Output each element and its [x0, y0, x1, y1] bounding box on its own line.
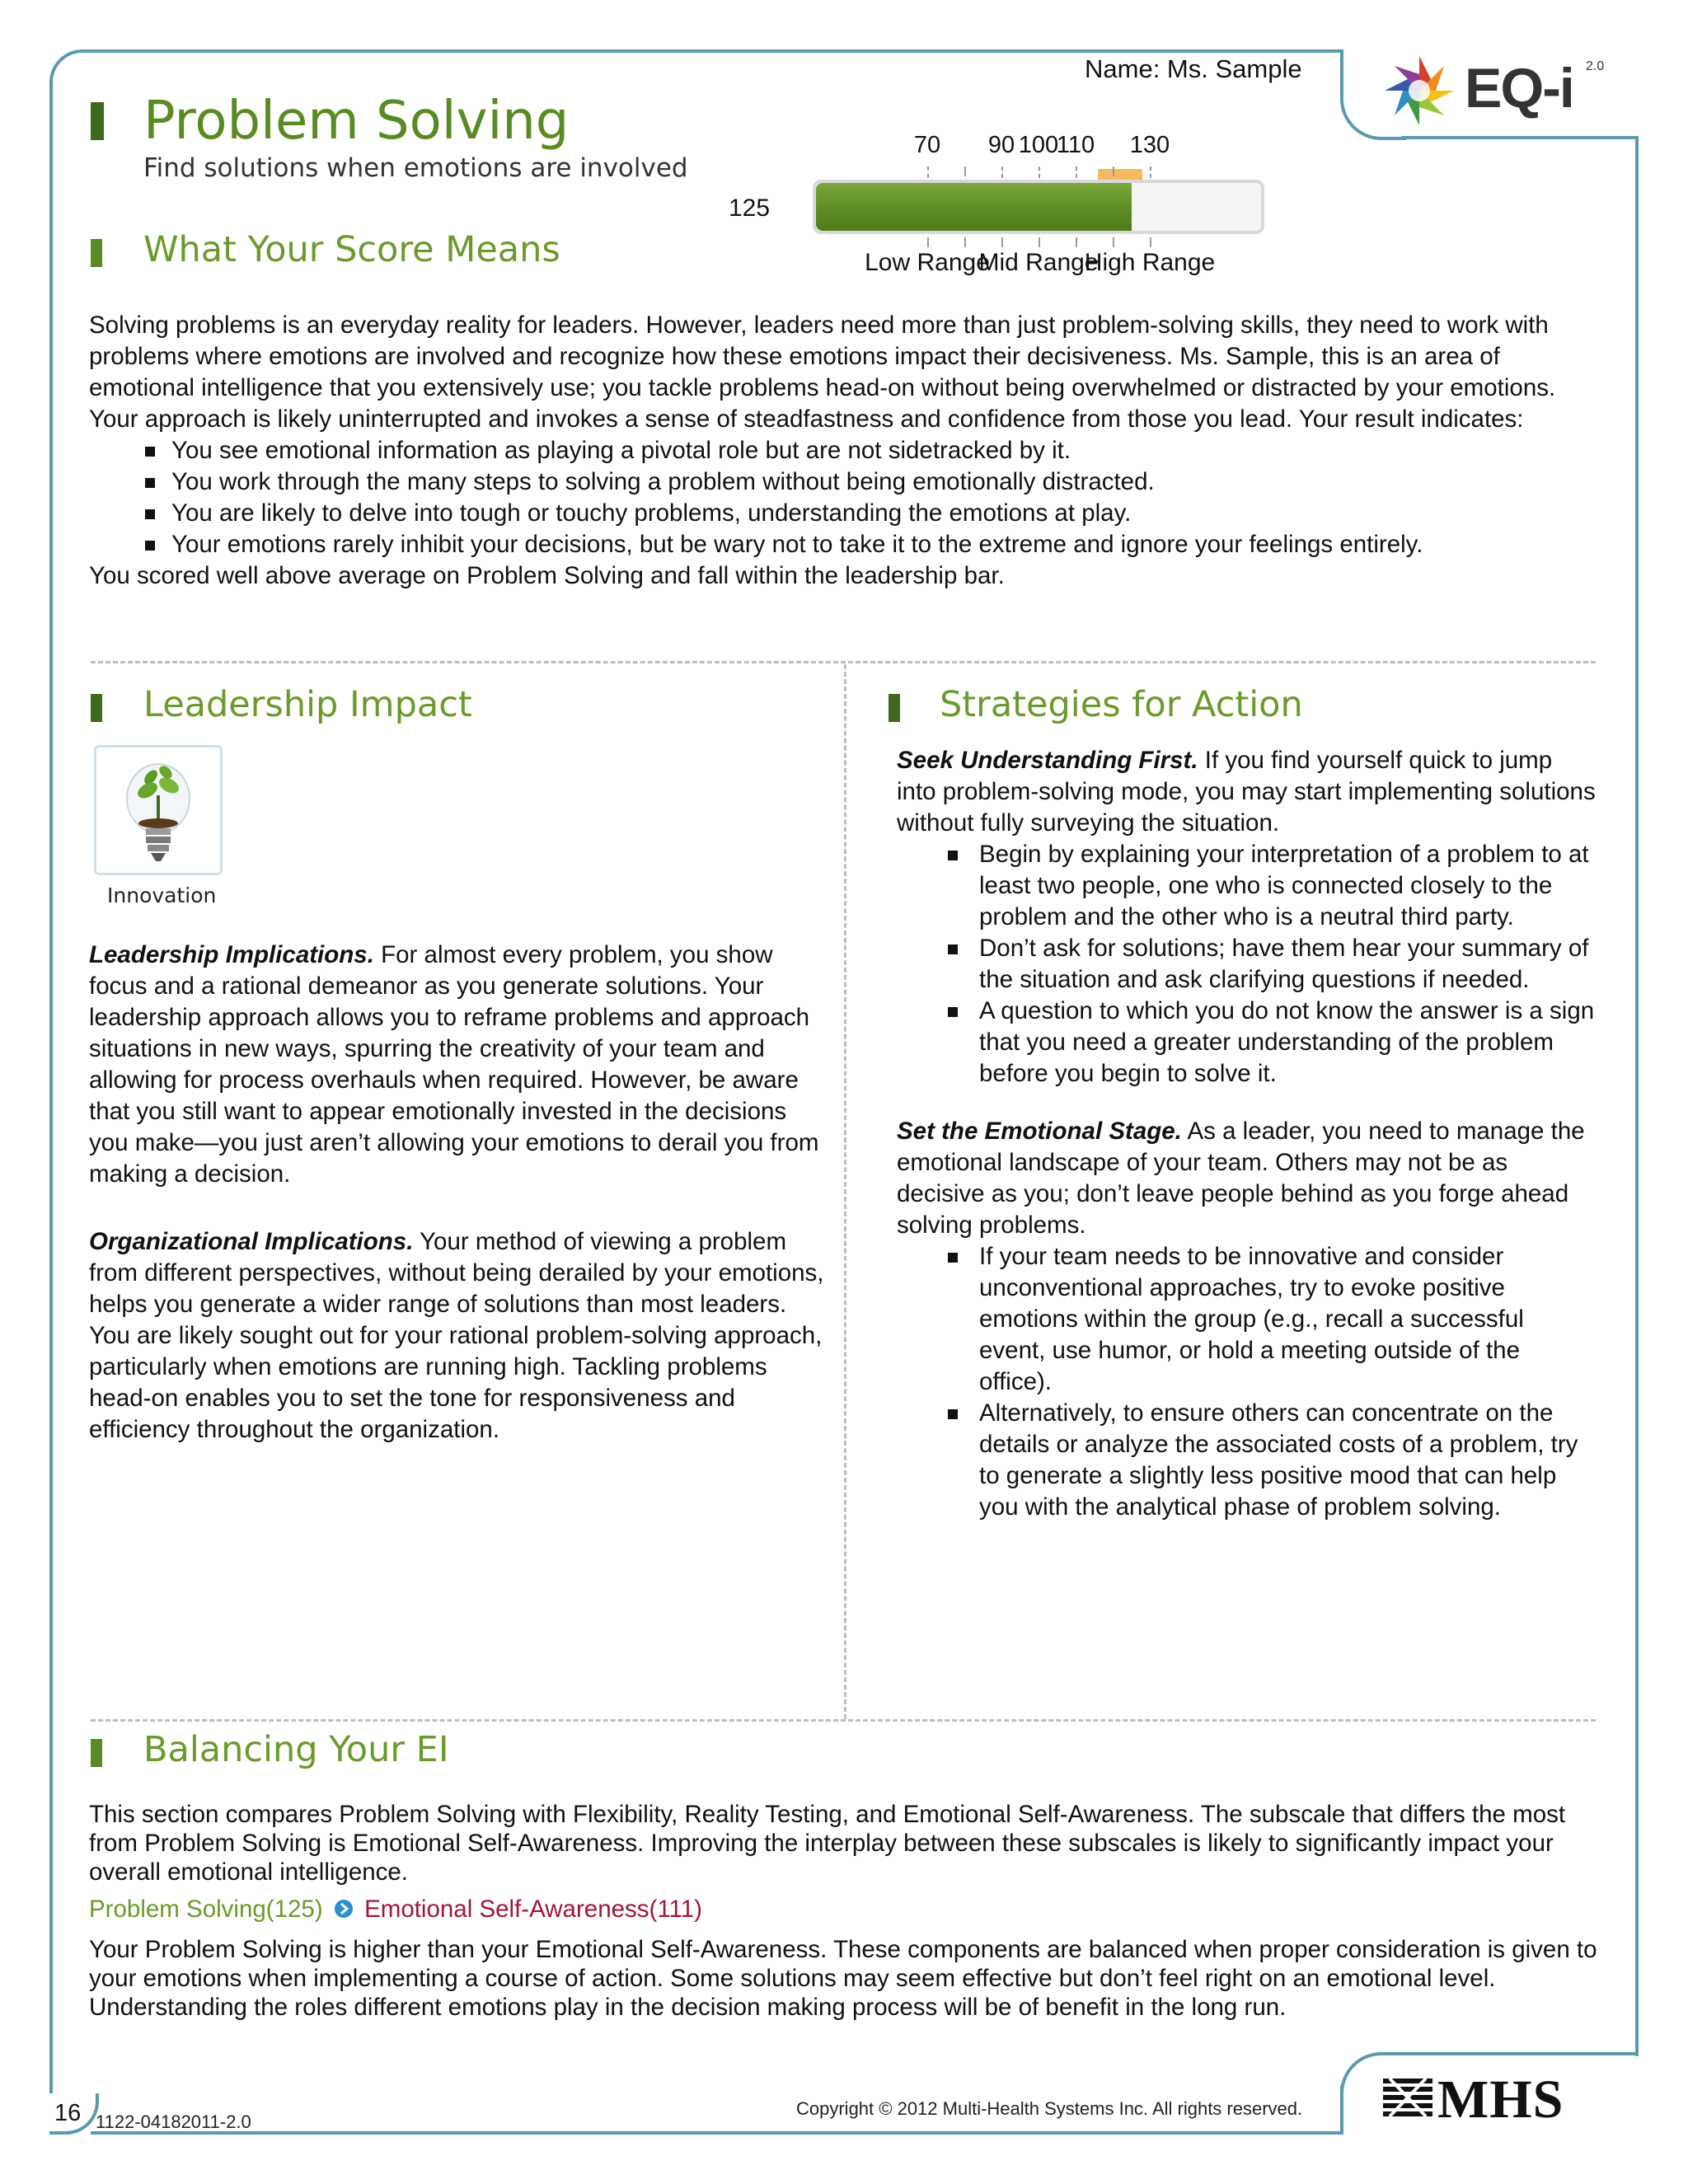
list-item: You see emotional information as playing a pivotal role but are not sidetracked by it. — [89, 435, 1597, 466]
eqi-logo-version: 2.0 — [1586, 59, 1605, 73]
strategies-heading: Strategies for Action — [940, 684, 1303, 725]
organizational-implications-text: Your method of viewing a problem from different perspectives, without being derailed by your emotions, helps you generate a wider range of solutions than most leaders. You are likely sought out for your rational problem-solving approach, particularly when emotions are running high. Tackling problems head-on enables you to set the tone for responsiveness and efficiency throughout the organization. — [89, 1228, 824, 1443]
score-means-intro: Solving problems is an everyday reality for leaders. However, leaders need more than just problem-solving skills, they need to work with problems where emotions are involved and recognize how these emotions impact their decisiveness. Ms. Sample, this is an area of emotional intelligence that you extensively use; you tackle problems head-on without being overwhelmed or distracted by your emotions. Your approach is likely uninterrupted and invokes a sense of steadfastness and confidence from those you lead. Your result indicates: — [89, 312, 1556, 433]
divider — [91, 661, 1596, 663]
range-label: Mid Range — [978, 249, 1099, 276]
strategy-2-text: As a leader, you need to manage the emotional landscape of your team. Others may not be as decisive as you; don’t leave people behind as you forge ahead solving problems. — [897, 1118, 1585, 1239]
leadership-implications-lead: Leadership Implications. — [89, 941, 374, 968]
scale-tick-label: 90 — [987, 132, 1015, 158]
leadership-implications-text: For almost every problem, you show focus and a rational demeanor as you generate solutions. Your leadership approach allows you to reframe problems and approach situations in new ways, spurring the creativity of your team and allowing for process overhauls when required. However, be aware that you still want to appear emotionally invested in the decisions you make—you just aren’t allowing your emotions to derail you from making a decision. — [89, 941, 819, 1188]
score-means-bullets — [89, 435, 1597, 560]
section-marker — [889, 694, 900, 722]
scale-tick-mark — [1001, 166, 1003, 178]
divider — [91, 1719, 1596, 1722]
list-item: A question to which you do not know the answer is a sign that you need a greater understanding of the problem before you begin to solve it. — [897, 996, 1596, 1090]
page-title: Problem Solving — [143, 91, 570, 152]
lightbulb-plant-icon — [96, 748, 220, 873]
strategy-emotional-stage — [897, 1116, 1596, 1523]
leadership-impact-heading: Leadership Impact — [143, 684, 472, 725]
list-item: You are likely to delve into tough or touchy problems, understanding the emotions at play. — [89, 498, 1597, 529]
page-subtitle: Find solutions when emotions are involved — [143, 153, 688, 183]
eqi-flower-icon — [1378, 49, 1461, 132]
scale-tick-mark — [927, 237, 929, 247]
document-code: 1122-04182011-2.0 — [96, 2111, 251, 2132]
score-means-heading: What Your Score Means — [143, 229, 560, 270]
scale-minor-tick — [1113, 166, 1114, 176]
scale-tick-mark — [1076, 237, 1077, 247]
score-chart — [709, 124, 1385, 288]
scale-tick-mark — [1076, 166, 1077, 178]
participant-name: Name: Ms. Sample — [1085, 54, 1302, 83]
score-means-closing: You scored well above average on Problem Solving and fall within the leadership bar. — [89, 562, 1005, 589]
list-item: Begin by explaining your interpretation of a problem to at least two people, one who is connected closely to the problem and the other who is a neutral third party. — [897, 839, 1596, 933]
strategy-2-bullets — [897, 1241, 1596, 1523]
scale-tick-label: 130 — [1129, 132, 1170, 158]
scale-tick-label: 110 — [1056, 132, 1095, 158]
range-label: Low Range — [865, 249, 990, 276]
range-label: High Range — [1084, 249, 1216, 276]
scale-tick-mark — [1039, 237, 1040, 247]
scale-tick-label: 70 — [913, 132, 941, 158]
organizational-implications — [89, 1226, 831, 1446]
mhs-logo — [1383, 2069, 1614, 2130]
section-marker — [91, 239, 102, 267]
scale-minor-tick — [964, 237, 966, 247]
copyright: Copyright © 2012 Multi-Health Systems Inc. All rights reserved. — [796, 2098, 1303, 2119]
eqi-logo-text: EQ-i — [1465, 57, 1573, 120]
list-item: Don’t ask for solutions; have them hear your summary of the situation and ask clarifying questions if needed. — [897, 933, 1596, 996]
balancing-text: Your Problem Solving is higher than your Emotional Self-Awareness. These components are balanced when proper consideration is given to your emotions when implementing a course of action. Some solutions may seem effective but don’t feel right on an emotional level. Understanding the roles different emotions play in the decision making process will be of benefit in the long run. — [89, 1936, 1597, 2021]
mhs-emblem-icon — [1383, 2075, 1432, 2125]
scale-tick-mark — [927, 166, 929, 178]
scale-minor-tick — [1113, 237, 1114, 247]
list-item: Your emotions rarely inhibit your decisions, but be wary not to take it to the extreme and ignore your feelings entirely. — [89, 529, 1597, 560]
innovation-badge — [94, 745, 223, 875]
mhs-logo-text: MHS — [1437, 2069, 1564, 2130]
balancing-comparison — [89, 1896, 702, 1924]
scale-minor-tick — [964, 166, 966, 176]
scale-tick-mark — [1001, 237, 1003, 247]
score-means-body — [89, 310, 1597, 592]
scale-tick-mark — [1150, 166, 1151, 178]
score-bar-fill — [816, 183, 1132, 231]
eqi-logo — [1378, 49, 1625, 132]
column-divider — [844, 664, 846, 1719]
section-marker — [91, 1739, 102, 1767]
scale-tick-mark — [1150, 237, 1151, 247]
leadership-implications — [89, 940, 831, 1190]
balancing-heading: Balancing Your EI — [143, 1729, 449, 1770]
strategy-1-lead: Seek Understanding First. — [897, 747, 1198, 774]
strategy-1-bullets — [897, 839, 1596, 1090]
balancing-intro: This section compares Problem Solving with Flexibility, Reality Testing, and Emotional Self-Awareness. The subscale that differs the most from Problem Solving is Emotional Self-Awareness. Improving the interplay between these subscales is likely to significantly impact your overall emotional intelligence. — [89, 1801, 1566, 1886]
list-item: Alternatively, to ensure others can concentrate on the details or analyze the associated costs of a problem, try to generate a slightly less positive mood that can help you with the analytical phase of problem solving. — [897, 1398, 1596, 1523]
list-item: You work through the many steps to solving a problem without being emotionally distracted. — [89, 466, 1597, 498]
list-item: If your team needs to be innovative and consider unconventional approaches, try to evoke positive emotions within the group (e.g., recall a successful event, use humor, or hold a meeting outside of the office). — [897, 1241, 1596, 1398]
arrow-right-icon — [335, 1900, 353, 1918]
scale-tick-label: 100 — [1018, 132, 1059, 158]
scale-tick-mark — [1039, 166, 1040, 178]
strategy-seek-understanding — [897, 745, 1596, 1090]
organizational-implications-lead: Organizational Implications. — [89, 1228, 414, 1255]
strategy-1-text: If you find yourself quick to jump into problem-solving mode, you may start implementing solutions without fully surveying the situation. — [897, 747, 1596, 837]
score-value: 125 — [729, 194, 771, 222]
compare-emotional-self-awareness: Emotional Self-Awareness(111) — [364, 1896, 702, 1923]
page-number: 16 — [54, 2100, 82, 2126]
innovation-label: Innovation — [107, 883, 217, 907]
title-marker — [91, 102, 104, 140]
strategy-2-lead: Set the Emotional Stage. — [897, 1118, 1182, 1145]
section-marker — [91, 694, 102, 722]
compare-problem-solving: Problem Solving(125) — [89, 1896, 323, 1923]
